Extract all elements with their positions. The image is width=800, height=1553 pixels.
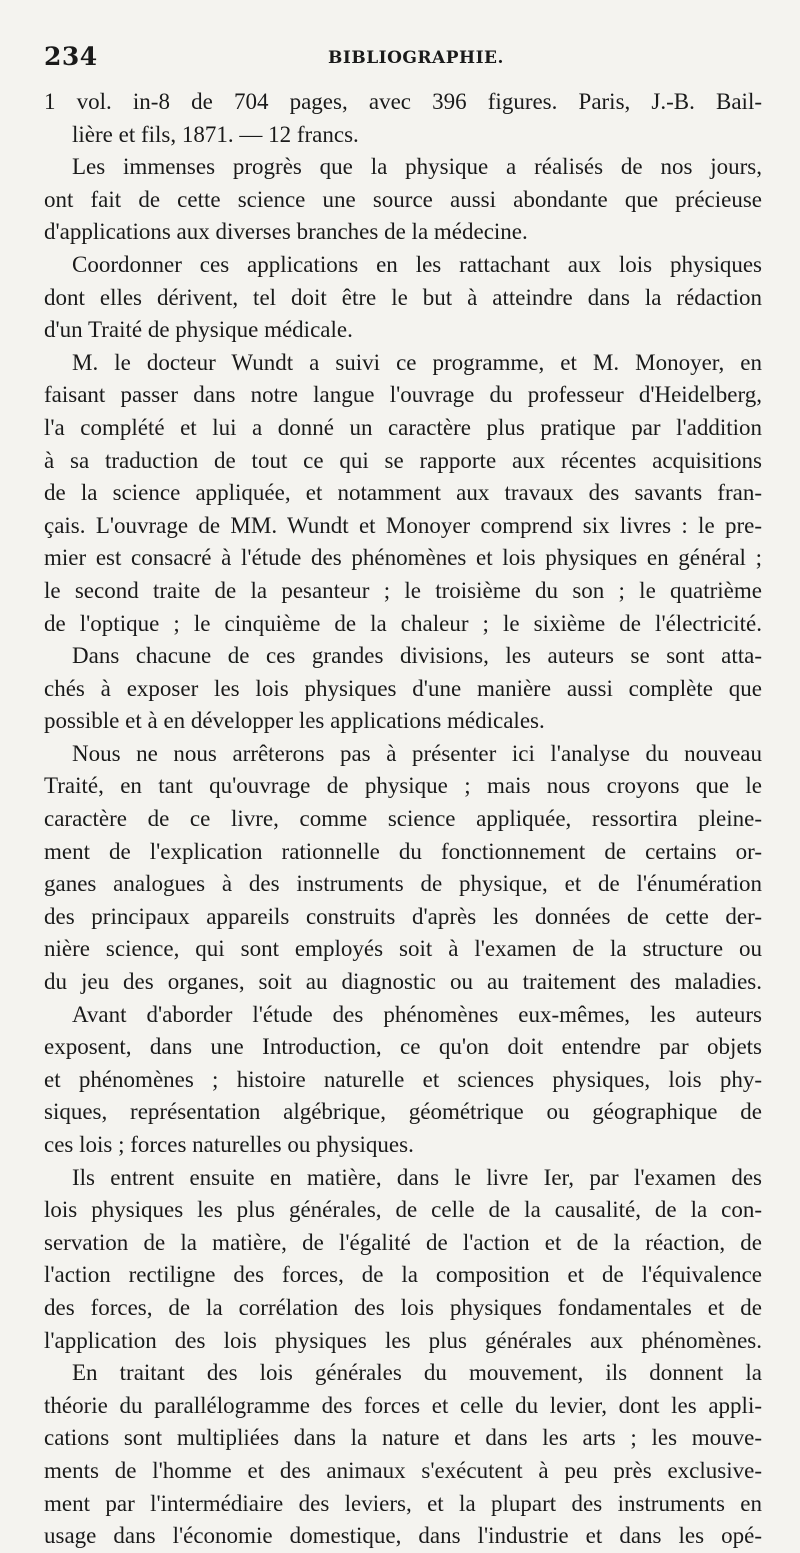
running-head: BIBLIOGRAPHIE.	[328, 48, 504, 68]
text-line: En traitant des lois générales du mouvement, ils donnent la	[72, 1360, 762, 1386]
text-line: des forces, de la corrélation des lois physiques fondamentales et de	[44, 1294, 762, 1320]
text-line: des principaux appareils construits d'après les données de cette der-	[44, 903, 762, 929]
page-header	[44, 42, 764, 76]
text-line: faisant passer dans notre langue l'ouvrage du professeur d'Heidelberg,	[44, 382, 762, 408]
text-line: ment de l'explication rationnelle du fonctionnement de certains or-	[44, 838, 762, 864]
text-line: lois physiques les plus générales, de celle de la causalité, de la con-	[44, 1197, 762, 1223]
text-line: à sa traduction de tout ce qui se rapporte aux récentes acquisitions	[44, 447, 762, 473]
text-line: M. le docteur Wundt a suivi ce programme, et M. Monoyer, en	[72, 349, 762, 375]
text-line: dont elles dérivent, tel doit être le but à atteindre dans la rédaction	[44, 284, 762, 310]
text-line: du jeu des organes, soit au diagnostic ou au traitement des maladies.	[44, 969, 762, 995]
text-line: usage dans l'économie domestique, dans l'industrie et dans les opé-	[44, 1523, 762, 1549]
text-line: le second traite de la pesanteur ; le troisième du son ; le quatrième	[44, 577, 762, 603]
text-line: chés à exposer les lois physiques d'une manière aussi complète que	[44, 675, 762, 701]
text-line: nière science, qui sont employés soit à l'examen de la structure ou	[44, 936, 762, 962]
text-line: et phénomènes ; histoire naturelle et sciences physiques, lois phy-	[44, 1066, 762, 1092]
text-line: d'applications aux diverses branches de la médecine.	[44, 219, 528, 245]
text-line: servation de la matière, de l'égalité de l'action et de la réaction, de	[44, 1229, 762, 1255]
text-line: ces lois ; forces naturelles ou physiques.	[44, 1132, 414, 1157]
text-line: de la science appliquée, et notamment aux travaux des savants fran-	[44, 480, 762, 506]
text-line: siques, représentation algébrique, géométrique ou géographique de	[44, 1099, 762, 1125]
page-number: 234	[44, 42, 98, 71]
text-line: Ils entrent ensuite en matière, dans le livre Ier, par l'examen des	[72, 1164, 762, 1190]
text-line: Les immenses progrès que la physique a réalisés de nos jours,	[72, 154, 762, 180]
text-line: l'a complété et lui a donné un caractère plus pratique par l'addition	[44, 414, 762, 440]
text-line: possible et à en développer les applications médicales.	[44, 708, 545, 734]
text-line: ont fait de cette science une source aussi abondante que précieuse	[44, 186, 762, 212]
text-line: ment par l'intermédiaire des leviers, et la plupart des instruments en	[44, 1490, 762, 1516]
text-line: çais. L'ouvrage de MM. Wundt et Monoyer comprend six livres : le pre-	[44, 512, 762, 538]
text-line: Avant d'aborder l'étude des phénomènes eux-mêmes, les auteurs	[72, 1001, 762, 1027]
text-line: l'action rectiligne des forces, de la composition et de l'équivalence	[44, 1262, 762, 1288]
body-text	[44, 86, 762, 1553]
text-line: l'application des lois physiques les plus générales aux phénomènes.	[44, 1327, 762, 1353]
text-line: Dans chacune de ces grandes divisions, les auteurs se sont atta-	[72, 643, 762, 669]
text-line: ments de l'homme et des animaux s'exécutent à peu près exclusive-	[44, 1457, 762, 1483]
text-line: cations sont multipliées dans la nature et dans les arts ; les mouve-	[44, 1425, 762, 1451]
text-line: lière et fils, 1871. — 12 francs.	[72, 121, 359, 147]
text-line: 1 vol. in-8 de 704 pages, avec 396 figures. Paris, J.-B. Bail-	[44, 89, 762, 114]
text-line: ganes analogues à des instruments de physique, et de l'énumération	[44, 871, 762, 897]
text-line: théorie du parallélogramme des forces et celle du levier, dont les appli-	[44, 1392, 762, 1418]
text-line: Nous ne nous arrêterons pas à présenter ici l'analyse du nouveau	[72, 740, 762, 766]
text-line: de l'optique ; le cinquième de la chaleur ; le sixième de l'électricité.	[44, 610, 762, 636]
text-line: exposent, dans une Introduction, ce qu'on doit entendre par objets	[44, 1034, 762, 1060]
text-line: d'un Traité de physique médicale.	[44, 317, 353, 343]
text-line: mier est consacré à l'étude des phénomènes et lois physiques en général ;	[44, 545, 762, 571]
text-line: Coordonner ces applications en les rattachant aux lois physiques	[72, 251, 762, 277]
text-line: Traité, en tant qu'ouvrage de physique ; mais nous croyons que le	[44, 773, 762, 799]
text-line: caractère de ce livre, comme science appliquée, ressortira pleine-	[44, 806, 762, 832]
